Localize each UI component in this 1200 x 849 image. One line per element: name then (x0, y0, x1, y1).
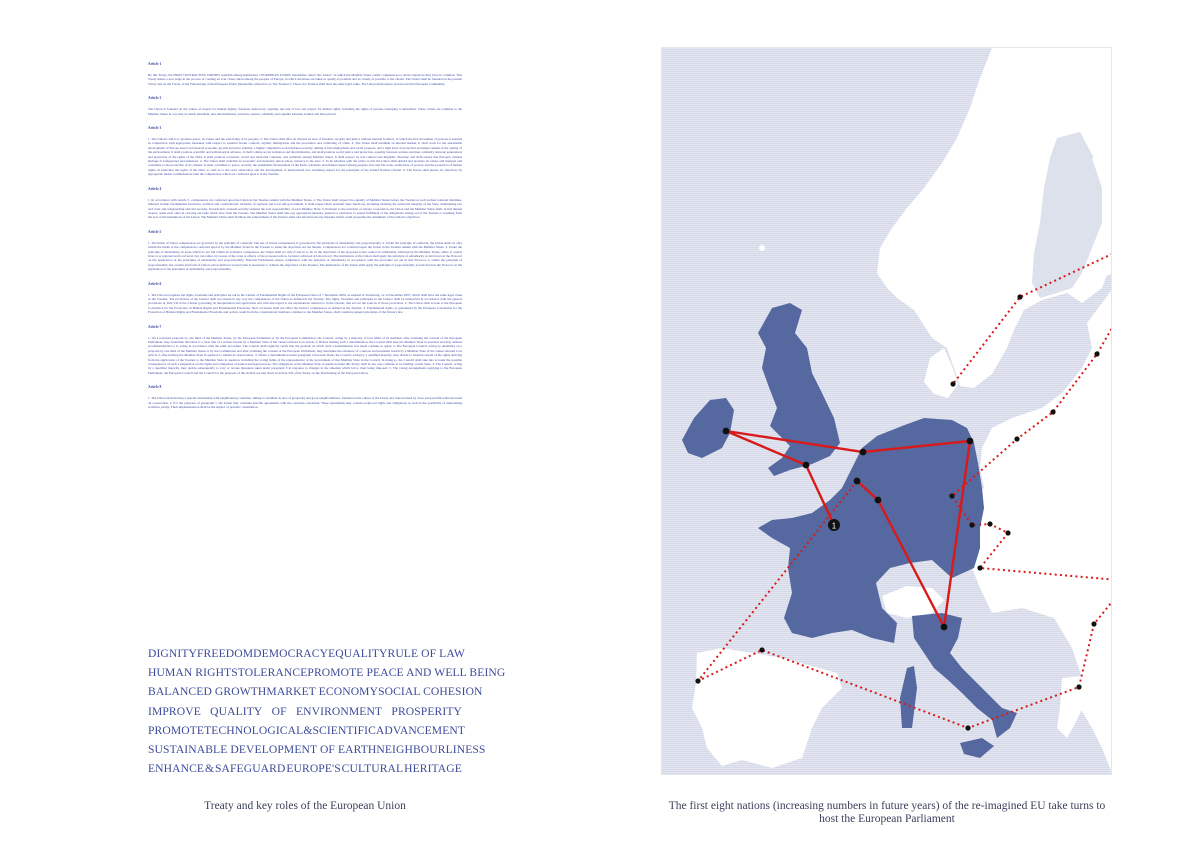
keyword: EQUALITY (328, 647, 388, 660)
keyword: TOLERANCE (237, 666, 308, 680)
keyword: HUMAN RIGHTS (148, 666, 238, 680)
keyword: SCIENTIFIC (312, 723, 376, 737)
article-body: By this Treaty, the HIGH CONTRACTING PARTIES establish among themselves a EUROPEAN UNION, hereinafter called "the Union" on which the Member States confer competences to attain objectives they have in common. This Treaty marks a new stage in the process of creating an ever closer union among the peoples of Europe, in which decisions are taken as openly as possible and as closely as possible to the citizen. The Union shall be founded on the present Treaty and on the Treaty on the Functioning of the European Union (hereinafter referred to as "the Treaties"). Those two Treaties shall have the same legal value. The Union shall replace and succeed the European Community. (148, 73, 462, 86)
article-title: Article 7 (148, 324, 162, 329)
keyword-line (148, 644, 465, 663)
keyword: NEIGHBOURLINESS (376, 743, 486, 757)
keyword: BALANCED GROWTH (148, 685, 267, 699)
key-roles-list (148, 644, 506, 778)
article-body: The Union is founded on the values of respect for human dignity, freedom, democracy, equality, the rule of law and respect for human rights, including the rights of persons belonging to minorities. These values are common to the Member States in a society in which pluralism, non-discrimination, tolerance, justice, solidarity and equality between women and men prevail. (148, 107, 462, 116)
keyword-line (148, 682, 483, 701)
article-6 (148, 282, 462, 315)
article-body: 1. The Union shall develop a special relationship with neighbouring countries, aiming to establish an area of prosperity and good neighbourliness, founded on the values of the Union and characterised by close and peaceful relations based on cooperation. 2. For the purposes of paragraph 1, the Union may conclude specific agreements with the countries concerned. These agreements may contain reciprocal rights and obligations as well as the possibility of undertaking activities jointly. Their implementation shall be the subject of periodic consultation. (148, 396, 462, 410)
keyword: ENHANCE (148, 762, 205, 776)
article-title: Article 4 (148, 186, 162, 191)
article-body: 1. In accordance with Article 5, competences not conferred upon the Union in the Treaties remain with the Member States. 2. The Union shall respect the equality of Member States before the Treaties as well as their national identities, inherent in their fundamental structures, political and constitutional, inclusive of regional and local self-government. It shall respect their essential State functions, including ensuring the territorial integrity of the State, maintaining law and order and safeguarding national security. In particular, national security remains the sole responsibility of each Member State. 3. Pursuant to the principle of sincere cooperation, the Union and the Member States shall, in full mutual respect, assist each other in carrying out tasks which flow from the Treaties. The Member States shall take any appropriate measure, general or particular, to ensure fulfilment of the obligations arising out of the Treaties or resulting from the acts of the institutions of the Union. The Member States shall facilitate the achievement of the Union's tasks and refrain from any measure which could jeopardise the attainment of the Union's objectives. (148, 197, 462, 220)
keyword: SOCIAL COHESION (378, 685, 483, 699)
article-title: Article 2 (148, 96, 162, 101)
article-body: 1. On a reasoned proposal by one third of the Member States, by the European Parliament or by the European Commission, the Council, acting by a majority of four fifths of its members after obtaining the consent of the European Parliament, may determine that there is a clear risk of a serious breach by a Member State of the values referred to in Article 2. Before making such a determination, the Council shall hear the Member State in question and may address recommendations to it, acting in accordance with the same procedure. The Council shall regularly verify that the grounds on which such a determination was made continue to apply. 2. The European Council, acting by unanimity on a proposal by one third of the Member States or by the Commission and after obtaining the consent of the European Parliament, may determine the existence of a serious and persistent breach by a Member State of the values referred to in Article 2, after inviting the Member State in question to submit its observations. 3. Where a determination under paragraph 2 has been made, the Council, acting by a qualified majority, may decide to suspend certain of the rights deriving from the application of the Treaties to the Member State in question, including the voting rights of the representative of the government of that Member State in the Council. In doing so, the Council shall take into account the possible consequences of such a suspension on the rights and obligations of natural and legal persons. The obligations of the Member State in question under this Treaty shall in any case continue to be binding on that State. 4. The Council, acting by a qualified majority, may decide subsequently to vary or revoke measures taken under paragraph 3 in response to changes in the situation which led to their being imposed. 5. The voting arrangements applying to the European Parliament, the European Council and the Council for the purposes of this Article are laid down in Article 354 of the Treaty on the Functioning of the European Union. (148, 335, 462, 375)
land-italy (912, 613, 1017, 738)
start-marker-label: 1 (831, 521, 837, 531)
keyword-line (148, 721, 466, 740)
land-greece (1057, 676, 1087, 738)
article-title: Article 8 (148, 385, 162, 390)
keyword: OF (271, 704, 287, 718)
land-sardinia (900, 666, 917, 728)
article-2 (148, 96, 462, 116)
keyword: ENVIRONMENT (295, 704, 383, 718)
keyword: TECHNOLOGICAL (204, 723, 304, 737)
keyword-line (148, 702, 462, 721)
keyword-line (148, 740, 486, 759)
article-title: Article 5 (148, 229, 162, 234)
map-canvas (662, 48, 1112, 775)
keyword-line (148, 759, 462, 778)
article-8 (148, 385, 462, 409)
article-3 (148, 126, 462, 177)
article-title: Article 3 (148, 126, 162, 131)
keyword: PROMOTE PEACE AND WELL BEING (307, 666, 506, 680)
article-7 (148, 325, 462, 376)
island (759, 245, 765, 251)
left-caption: Treaty and key roles of the European Union (204, 800, 406, 812)
article-1 (148, 62, 462, 86)
europe-map (661, 47, 1112, 775)
keyword: IMPROVE (148, 704, 201, 718)
keyword: ADVANCEMENT (375, 723, 466, 737)
keyword: DEMOCRACY (253, 647, 329, 660)
article-body: 1. The Union recognises the rights, freedoms and principles set out in the Charter of Fundamental Rights of the European Union of 7 December 2000, as adapted at Strasbourg, on 12 December 2007, which shall have the same legal value as the Treaties. The provisions of the Charter shall not extend in any way the competences of the Union as defined in the Treaties. The rights, freedoms and principles in the Charter shall be interpreted in accordance with the general provisions in Title VII of the Charter governing its interpretation and application and with due regard to the explanations referred to in the Charter, that set out the sources of those provisions. 2. The Union shall accede to the European Convention for the Protection of Human Rights and Fundamental Freedoms. Such accession shall not affect the Union's competences as defined in the Treaties. 3. Fundamental rights, as guaranteed by the European Convention for the Protection of Human Rights and Fundamental Freedoms and as they result from the constitutional traditions common to the Member States, shall constitute general principles of the Union's law. (148, 292, 462, 315)
article-body: 1. The limits of Union competences are governed by the principle of conferral. The use of Union competences is governed by the principles of subsidiarity and proportionality. 2. Under the principle of conferral, the Union shall act only within the limits of the competences conferred upon it by the Member States in the Treaties to attain the objectives set out therein. Competences not conferred upon the Union in the Treaties remain with the Member States. 3. Under the principle of subsidiarity, in areas which do not fall within its exclusive competence, the Union shall act only if and in so far as the objectives of the proposed action cannot be sufficiently achieved by the Member States, either at central level or at regional and local level, but can rather, by reason of the scale or effects of the proposed action, be better achieved at Union level. The institutions of the Union shall apply the principle of subsidiarity as laid down in the Protocol on the application of the principles of subsidiarity and proportionality. National Parliaments ensure compliance with the principle of subsidiarity in accordance with the procedure set out in that Protocol. 4. Under the principle of proportionality, the content and form of Union action shall not exceed what is necessary to achieve the objectives of the Treaties. The institutions of the Union shall apply the principle of proportionality as laid down in the Protocol on the application of the principles of subsidiarity and proportionality. (148, 240, 462, 272)
map-caption: The first eight nations (increasing numbers in future years) of the re-imagined EU take turns to host the European Parliament (668, 800, 1106, 825)
article-title: Article 6 (148, 281, 162, 286)
keyword: FREEDOM (197, 647, 254, 660)
keyword: & (303, 723, 313, 737)
treaty-text-panel (148, 62, 462, 419)
article-title: Article 1 (148, 62, 162, 66)
keyword: CULTURAL (341, 762, 404, 776)
article-body: 1. The Union's aim is to promote peace, its values and the well-being of its peoples. 2. The Union shall offer its citizens an area of freedom, security and justice without internal frontiers, in which the free movement of persons is ensured in conjunction with appropriate measures with respect to external border controls, asylum, immigration and the prevention and combating of crime. 3. The Union shall establish an internal market. It shall work for the sustainable development of Europe based on balanced economic growth and price stability, a highly competitive social market economy, aiming at full employment and social progress, and a high level of protection and improvement of the quality of the environment. It shall promote scientific and technological advance. It shall combat social exclusion and discrimination, and shall promote social justice and protection, equality between women and men, solidarity between generations and protection of the rights of the child. It shall promote economic, social and territorial cohesion, and solidarity among Member States. It shall respect its rich cultural and linguistic diversity, and shall ensure that Europe's cultural heritage is safeguarded and enhanced. 4. The Union shall establish an economic and monetary union whose currency is the euro. 5. In its relations with the wider world, the Union shall uphold and promote its values and interests and contribute to the protection of its citizens. It shall contribute to peace, security, the sustainable development of the Earth, solidarity and mutual respect among peoples, free and fair trade, eradication of poverty and the protection of human rights, in particular the rights of the child, as well as to the strict observance and the development of international law, including respect for the principles of the United Nations Charter. 6. The Union shall pursue its objectives by appropriate means commensurate with the competences which are conferred upon it in the Treaties. (148, 137, 462, 177)
keyword: SAFEGUARD (214, 762, 286, 776)
article-5 (148, 230, 462, 272)
keyword: QUALITY (210, 704, 263, 718)
land-switzerland (882, 586, 944, 618)
land-iberia (692, 648, 842, 768)
keyword: SUSTAINABLE DEVELOPMENT OF EARTH (148, 743, 377, 757)
keyword-line (148, 663, 506, 682)
keyword: RULE OF LAW (387, 647, 465, 660)
keyword: EUROPE'S (286, 762, 341, 776)
land-sicily (960, 738, 994, 758)
keyword: & (204, 762, 215, 776)
keyword: PROMOTE (148, 723, 205, 737)
start-marker (828, 519, 840, 531)
keyword: PROSPERITY (391, 704, 462, 718)
keyword: MARKET ECONOMY (266, 685, 379, 699)
keyword: DIGNITY (148, 647, 197, 660)
keyword: HERITAGE (404, 762, 462, 776)
article-4 (148, 187, 462, 220)
